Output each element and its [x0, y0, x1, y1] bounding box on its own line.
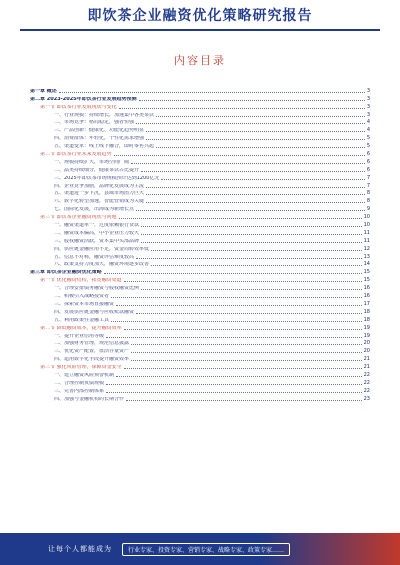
toc-leader-dots — [126, 400, 362, 401]
toc-leader-dots — [106, 384, 362, 385]
toc-entry-label: 三、股权融资活跃，资本集中头部品牌 — [54, 238, 140, 244]
toc-entry-label: 第三节 即饮茶企业融资现状与问题 — [40, 215, 117, 221]
toc-entry-label: 六、数字化转型加速，智能营销成为关键 — [54, 199, 145, 205]
toc-entry[interactable] — [30, 165, 370, 173]
toc-entry-page: 21 — [363, 356, 370, 363]
toc-entry[interactable] — [30, 354, 370, 362]
toc-heading: 内容目录 — [174, 54, 226, 67]
toc-entry[interactable] — [30, 378, 370, 386]
toc-entry-label: 五、渠道变革：线上线下融合，即时零售兴起 — [54, 144, 155, 150]
toc-entry[interactable] — [30, 94, 370, 102]
toc-leader-dots — [119, 218, 362, 219]
toc-leader-dots — [141, 226, 362, 227]
toc-leader-dots — [124, 281, 362, 282]
toc-leader-dots — [136, 313, 362, 314]
toc-entry-label: 三、优化资产配置，盘活存量资产 — [54, 349, 130, 355]
toc-entry[interactable] — [30, 173, 370, 181]
toc-entry[interactable] — [30, 252, 370, 260]
toc-leader-dots — [146, 194, 365, 195]
toc-leader-dots — [124, 368, 362, 369]
toc-entry[interactable] — [30, 362, 370, 370]
toc-leader-dots — [59, 92, 365, 93]
toc-entry-page: 19 — [363, 324, 370, 331]
toc-entry-label: 三、产品创新：健康化、功能化趋势明显 — [54, 128, 145, 134]
toc-entry-page: 20 — [363, 348, 370, 355]
toc-entry-page: 20 — [363, 340, 370, 347]
toc-leader-dots — [119, 108, 365, 109]
toc-entry-page: 5 — [366, 135, 370, 142]
toc-entry-label: 三、2025年即饮茶市场规模预计达到1200亿元 — [54, 175, 160, 181]
toc-leader-dots — [141, 289, 362, 290]
toc-entry-page: 11 — [363, 229, 370, 236]
toc-entry-label: 一、合理安排债务融资与股权融资比例 — [54, 286, 140, 292]
toc-entry[interactable] — [30, 291, 370, 299]
toc-entry-page: 5 — [366, 143, 370, 150]
toc-entry-page: 14 — [363, 261, 370, 268]
toc-entry-page: 6 — [366, 151, 370, 158]
toc-leader-dots — [136, 258, 362, 259]
toc-entry-page: 23 — [363, 395, 370, 402]
toc-entry-label: 第三节 强化风险管理，保障资金安全 — [40, 365, 122, 371]
toc-leader-dots — [141, 234, 362, 235]
toc-entry-label: 三、探索资本市场直接融资 — [54, 301, 115, 307]
toc-entry[interactable] — [30, 339, 370, 347]
toc-entry[interactable] — [30, 267, 370, 275]
toc-entry-page: 3 — [366, 87, 370, 94]
footer-tagline: 行业专家、投资专家、营销专家、战略专家、政策专家…… — [122, 543, 290, 556]
toc-entry-label: 二、积极引入战略投资者 — [54, 294, 110, 300]
toc-entry[interactable] — [30, 315, 370, 323]
toc-entry[interactable] — [30, 228, 370, 236]
toc-entry[interactable] — [30, 204, 370, 212]
toc-entry-page: 18 — [363, 308, 370, 315]
toc-entry-label: 第二节 降低融资成本，提升融资效率 — [40, 325, 122, 331]
toc-entry[interactable] — [30, 196, 370, 204]
toc-leader-dots — [104, 273, 362, 274]
toc-leader-dots — [111, 297, 362, 298]
toc-entry[interactable] — [30, 189, 370, 197]
toc-entry-page: 9 — [366, 206, 370, 213]
toc-entry-page: 16 — [363, 285, 370, 292]
toc-entry-page: 15 — [363, 269, 370, 276]
toc-entry-page: 3 — [366, 103, 370, 110]
toc-entry[interactable] — [30, 102, 370, 110]
toc-entry-page: 22 — [363, 379, 370, 386]
toc-leader-dots — [131, 360, 362, 361]
toc-leader-dots — [156, 147, 365, 148]
toc-entry-page: 7 — [366, 174, 370, 181]
table-of-contents — [30, 86, 370, 402]
toc-entry-label: 七、国际化发展，出海成为新增长点 — [54, 207, 135, 213]
toc-entry[interactable] — [30, 370, 370, 378]
toc-entry-page: 10 — [363, 214, 370, 221]
header-divider — [20, 29, 380, 31]
toc-entry[interactable] — [30, 149, 370, 157]
toc-leader-dots — [116, 376, 362, 377]
toc-leader-dots — [136, 210, 365, 211]
toc-entry-label: 第一节 即饮茶行业发展现状与变化 — [40, 104, 117, 110]
toc-leader-dots — [156, 116, 365, 117]
toc-entry[interactable] — [30, 181, 370, 189]
toc-entry-label: 四、加强与金融机构的长期合作 — [54, 396, 125, 402]
toc-entry[interactable] — [30, 394, 370, 402]
toc-leader-dots — [151, 265, 362, 266]
toc-entry-label: 一、行业规模：持续增长，加速集中各类茶饮 — [54, 112, 155, 118]
toc-entry[interactable] — [30, 346, 370, 354]
toc-entry-page: 22 — [363, 387, 370, 394]
toc-entry-page: 22 — [363, 371, 370, 378]
toc-leader-dots — [146, 139, 365, 140]
toc-entry-label: 第二章 2023-2025年即饮茶行业发展趋势预测 — [30, 96, 137, 102]
toc-leader-dots — [141, 242, 362, 243]
toc-entry-page: 12 — [363, 245, 370, 252]
footer-slogan: 让每个人都能成为 — [48, 545, 112, 553]
toc-entry[interactable] — [30, 133, 370, 141]
toc-entry-page: 6 — [366, 158, 370, 165]
toc-entry[interactable] — [30, 212, 370, 220]
toc-entry[interactable] — [30, 125, 370, 133]
toc-entry-label: 一、融资渠道单一，过度依赖银行贷款 — [54, 223, 140, 229]
toc-entry-page: 17 — [363, 300, 370, 307]
toc-entry-page: 7 — [366, 182, 370, 189]
toc-entry[interactable] — [30, 283, 370, 291]
toc-leader-dots — [111, 321, 362, 322]
toc-entry[interactable] — [30, 260, 370, 268]
toc-entry-page: 18 — [363, 316, 370, 323]
toc-entry-label: 二、融资成本偏高，中小企业压力较大 — [54, 230, 140, 236]
footer-banner — [0, 533, 400, 565]
toc-entry[interactable] — [30, 220, 370, 228]
toc-leader-dots — [146, 202, 365, 203]
toc-leader-dots — [136, 123, 365, 124]
toc-entry-page: 10 — [363, 222, 370, 229]
toc-entry[interactable] — [30, 323, 370, 331]
report-header — [0, 0, 400, 30]
toc-entry-page: 21 — [363, 364, 370, 371]
toc-entry-label: 四、企业竞争加剧，品牌化发展成为主流 — [54, 183, 145, 189]
toc-entry-label: 五、信息不对称，融资评估难度较高 — [54, 254, 135, 260]
toc-entry-page: 3 — [366, 111, 370, 118]
toc-leader-dots — [146, 187, 365, 188]
toc-entry-label: 五、渠道进一步下沉，县域市场潜力巨大 — [54, 191, 145, 197]
toc-entry[interactable] — [30, 141, 370, 149]
toc-leader-dots — [161, 179, 364, 180]
toc-entry-page: 3 — [366, 95, 370, 102]
toc-entry-label: 二、市场竞争：格局稳定，强者恒强 — [54, 120, 135, 126]
toc-entry-label: 二、加强财务管理，规范信息披露 — [54, 341, 130, 347]
toc-entry[interactable] — [30, 110, 370, 118]
toc-entry-label: 一、规模持续扩大，市场空间广阔 — [54, 159, 130, 165]
toc-leader-dots — [114, 155, 365, 156]
toc-entry[interactable] — [30, 86, 370, 94]
toc-entry-label: 第三章 即饮茶企业融资优化策略 — [30, 270, 102, 276]
toc-entry-label: 四、发展供应链金融与应收账款融资 — [54, 309, 135, 315]
toc-entry-label: 一、提升企业信用等级 — [54, 333, 105, 339]
toc-leader-dots — [131, 352, 362, 353]
toc-entry-label: 六、政策支持力度加大，融资环境逐步改善 — [54, 262, 150, 268]
report-title: 即饮茶企业融资优化策略研究报告 — [87, 8, 313, 24]
toc-entry-label: 第二节 即饮茶行业未来发展趋势 — [40, 152, 112, 158]
toc-entry-label: 四、运用数字化手段提升融资效率 — [54, 357, 130, 363]
toc-entry-label: 三、完善内部控制体系 — [54, 388, 105, 394]
toc-entry-page: 8 — [366, 190, 370, 197]
toc-entry-label: 二、合理控制负债规模 — [54, 380, 105, 386]
toc-leader-dots — [106, 337, 362, 338]
toc-entry[interactable] — [30, 118, 370, 126]
toc-entry-label: 二、品类持续细分，健康茶饮占比提升 — [54, 167, 140, 173]
toc-entry-page: 11 — [363, 237, 370, 244]
toc-entry-page: 4 — [366, 127, 370, 134]
toc-leader-dots — [116, 305, 362, 306]
toc-entry-page: 4 — [366, 119, 370, 126]
toc-entry[interactable] — [30, 299, 370, 307]
toc-entry-page: 6 — [366, 166, 370, 173]
toc-leader-dots — [131, 344, 362, 345]
toc-entry[interactable] — [30, 157, 370, 165]
toc-leader-dots — [151, 250, 362, 251]
toc-entry[interactable] — [30, 244, 370, 252]
toc-leader-dots — [139, 100, 365, 101]
toc-leader-dots — [141, 171, 365, 172]
toc-entry[interactable] — [30, 307, 370, 315]
toc-entry-label: 四、供应链金融应用不足，资金周转效率低 — [54, 246, 150, 252]
toc-entry[interactable] — [30, 331, 370, 339]
toc-entry-label: 五、利用政策性金融工具 — [54, 317, 110, 323]
toc-leader-dots — [146, 131, 365, 132]
toc-entry-page: 15 — [363, 277, 370, 284]
toc-entry-label: 第一节 优化融资结构，拓宽融资渠道 — [40, 278, 122, 284]
toc-leader-dots — [131, 163, 365, 164]
toc-leader-dots — [124, 329, 362, 330]
toc-entry[interactable] — [30, 386, 370, 394]
toc-entry[interactable] — [30, 275, 370, 283]
toc-entry-label: 一、建立融资风险预警机制 — [54, 372, 115, 378]
toc-entry-page: 13 — [363, 253, 370, 260]
toc-entry-page: 19 — [363, 332, 370, 339]
toc-entry-page: 8 — [366, 198, 370, 205]
toc-entry-label: 第一章 概述 — [30, 88, 57, 94]
toc-leader-dots — [106, 392, 362, 393]
toc-entry-label: 四、消费群体：年轻化，个性化需求增强 — [54, 136, 145, 142]
toc-entry-page: 16 — [363, 293, 370, 300]
toc-entry[interactable] — [30, 236, 370, 244]
